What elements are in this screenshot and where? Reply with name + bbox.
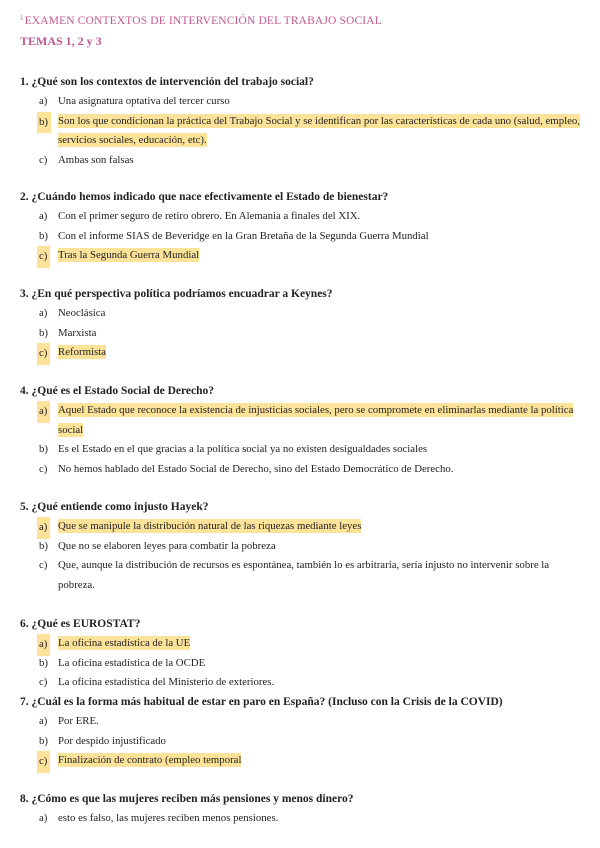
option-letter: c) xyxy=(39,153,48,166)
option-text: Por despido injustificado xyxy=(58,734,166,747)
option-text: Aquel Estado que reconoce la existencia de injusticias sociales, pero se compromete en eliminarlas mediante la política social xyxy=(58,404,574,436)
question-3 xyxy=(20,286,580,363)
option-letter: c) xyxy=(39,462,48,475)
option-letter: c) xyxy=(37,246,50,268)
answer-option xyxy=(20,673,580,693)
question-8 xyxy=(20,791,580,829)
option-letter: b) xyxy=(37,112,51,134)
option-letter: a) xyxy=(37,401,50,423)
option-text: La oficina estadística del Ministerio de exteriores. xyxy=(58,676,275,688)
answer-option xyxy=(20,151,580,171)
option-text: Reformista xyxy=(58,346,106,358)
option-text: La oficina estadística de la OCDE xyxy=(58,656,206,669)
question-7 xyxy=(20,694,580,771)
option-letter: c) xyxy=(37,751,50,773)
option-text: Por ERE. xyxy=(58,715,99,727)
option-letter: a) xyxy=(39,95,48,107)
answer-option xyxy=(20,712,580,732)
question-title: 5. ¿Qué entiende como injusto Hayek? xyxy=(20,501,209,513)
question-title: 2. ¿Cuándo hemos indicado que nace efectivamente el Estado de bienestar? xyxy=(20,191,389,203)
answer-option xyxy=(20,324,580,344)
option-letter: b) xyxy=(39,734,48,747)
answer-option xyxy=(20,227,580,247)
question-title: 6. ¿Qué es EUROSTAT? xyxy=(20,618,141,630)
document-subtitle: TEMAS 1, 2 y 3 xyxy=(20,34,102,48)
option-letter: b) xyxy=(39,326,48,339)
answer-option xyxy=(20,207,580,227)
answer-option xyxy=(20,537,580,557)
option-text: Es el Estado en el que gracias a la política social ya no existen desigualdades sociales xyxy=(58,443,428,455)
question-6 xyxy=(20,616,580,693)
question-title: 1. ¿Qué son los contextos de intervención del trabajo social? xyxy=(20,76,314,88)
option-text: Con el primer seguro de retiro obrero. En Alemania a finales del XIX. xyxy=(58,210,361,222)
option-text: Con el informe SIAS de Beveridge en la Gran Bretaña de la Segunda Guerra Mundial xyxy=(58,229,429,242)
option-letter: a) xyxy=(37,634,50,656)
option-letter: a) xyxy=(39,812,48,824)
option-text: Neoclásica xyxy=(58,307,106,319)
answer-option-highlighted xyxy=(20,343,580,363)
question-title: 4. ¿Qué es el Estado Social de Derecho? xyxy=(20,385,214,397)
question-5 xyxy=(20,499,580,595)
answer-option-highlighted xyxy=(20,517,580,537)
answer-option-highlighted xyxy=(20,246,580,266)
answer-option xyxy=(20,556,580,595)
option-letter: b) xyxy=(39,229,48,242)
answer-option xyxy=(20,732,580,752)
question-title: 7. ¿Cuál es la forma más habitual de estar en paro en España? (Incluso con la Crisis de la COVID) xyxy=(20,696,503,708)
answer-option-highlighted xyxy=(20,634,580,654)
answer-option xyxy=(20,809,580,829)
option-text: esto es falso, las mujeres reciben menos pensiones. xyxy=(58,812,279,824)
option-letter: a) xyxy=(37,517,50,539)
option-letter: a) xyxy=(39,307,48,319)
option-text: Son los que condicionan la práctica del Trabajo Social y se identifican por las características de cada uno (salud, empleo, servicios sociales, educación, etc). xyxy=(58,114,580,146)
question-2 xyxy=(20,189,580,266)
option-letter: c) xyxy=(39,676,48,688)
document-title-text: EXAMEN CONTEXTOS DE INTERVENCIÓN DEL TRABAJO SOCIAL xyxy=(24,15,382,27)
option-text: Finalización de contrato (empleo temporal xyxy=(58,754,242,766)
answer-option-highlighted xyxy=(20,112,580,151)
option-text: Marxista xyxy=(58,326,97,339)
option-text: Que se manipule la distribución natural de las riquezas mediante leyes xyxy=(58,520,362,532)
answer-option xyxy=(20,92,580,112)
answer-option xyxy=(20,654,580,674)
option-letter: a) xyxy=(39,715,48,727)
document-title xyxy=(20,14,382,27)
option-text: No hemos hablado del Estado Social de Derecho, sino del Estado Democrático de Derecho. xyxy=(58,462,454,475)
option-text: Que no se elaboren leyes para combatir la pobreza xyxy=(58,539,276,552)
answer-option xyxy=(20,460,580,480)
option-letter: c) xyxy=(37,343,50,365)
document-header xyxy=(20,14,382,49)
option-text: Ambas son falsas xyxy=(58,153,134,166)
option-text: Una asignatura optativa del tercer curso xyxy=(58,95,230,107)
option-letter: b) xyxy=(39,539,48,552)
option-text: Que, aunque la distribución de recursos es espontánea, también lo es arbitraria, sería injusto no intervenir sobre la pobreza. xyxy=(58,559,550,591)
option-letter: a) xyxy=(39,210,48,222)
question-1 xyxy=(20,74,580,170)
option-text: La oficina estadística de la UE xyxy=(58,637,191,649)
option-letter: b) xyxy=(39,656,48,669)
question-4 xyxy=(20,383,580,479)
answer-option-highlighted xyxy=(20,401,580,440)
option-text: Tras la Segunda Guerra Mundial xyxy=(58,249,200,261)
question-title: 8. ¿Cómo es que las mujeres reciben más pensiones y menos dinero? xyxy=(20,793,354,805)
answer-option xyxy=(20,304,580,324)
option-letter: c) xyxy=(39,559,48,571)
option-letter: b) xyxy=(39,443,48,455)
answer-option-highlighted xyxy=(20,751,580,771)
answer-option xyxy=(20,440,580,460)
question-title: 3. ¿En qué perspectiva política podríamos encuadrar a Keynes? xyxy=(20,288,333,300)
footnote-marker: 1 xyxy=(20,14,24,22)
